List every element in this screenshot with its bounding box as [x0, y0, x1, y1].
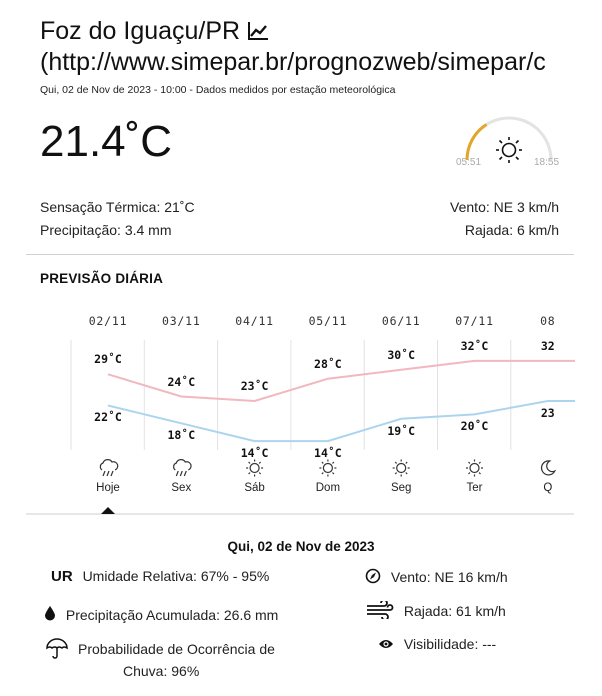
rain-prob-line1: Probabilidade de Ocorrência de: [78, 641, 275, 657]
compass-icon: [365, 568, 381, 584]
min-temp-label: 14˚C: [314, 446, 342, 461]
max-temp-label: 32: [540, 338, 555, 353]
sun-icon: [319, 460, 336, 477]
forecast-date: 04/11: [235, 314, 274, 328]
location-title: [40, 16, 575, 78]
moon-icon: [542, 461, 555, 475]
location-name: Foz do Iguaçu/PR: [40, 17, 241, 45]
max-temp-label: 32˚C: [460, 338, 489, 353]
sun-icon: [246, 460, 263, 477]
umbrella-icon: [45, 638, 69, 660]
rain-cloud-icon: [100, 460, 117, 476]
precip-acc-row: [44, 605, 278, 623]
forecast-day: Q: [543, 482, 553, 494]
current-temperature: 21.4˚C: [40, 117, 173, 166]
rain-cloud-icon: [174, 460, 191, 476]
selected-day-indicator: [26, 505, 574, 517]
humidity-icon: UR: [51, 568, 73, 585]
forecast-day: Sáb: [244, 482, 265, 494]
max-temp-label: 30˚C: [387, 347, 416, 362]
measurement-subtitle: Qui, 02 de Nov de 2023 - 10:00 - Dados medidos por estação meteorológica: [40, 84, 396, 96]
min-temp-label: 23: [540, 406, 555, 420]
max-temp-label: 28˚C: [314, 356, 342, 371]
eye-icon: [378, 638, 394, 650]
detail-wind: Vento: NE 16 km/h: [390, 569, 508, 585]
min-temp-label: 20˚C: [460, 419, 489, 434]
min-temp-label: 19˚C: [387, 423, 416, 438]
section-title: PREVISÃO DIÁRIA: [40, 271, 164, 286]
wind-gust-icon: [366, 601, 394, 619]
sunrise-time: 05:51: [456, 157, 482, 168]
humidity: Umidade Relativa: 67% - 95%: [82, 568, 270, 584]
forecast-day: Dom: [315, 482, 341, 494]
sun-icon: [393, 460, 410, 477]
detail-gust-row: [366, 601, 506, 619]
detail-wind-row: [365, 568, 508, 585]
source-link[interactable]: (http://www.simepar.br/prognozweb/simepar/c: [40, 48, 546, 76]
max-temp-label: 24˚C: [167, 374, 196, 389]
precipitation: Precipitação: 3.4 mm: [40, 222, 172, 238]
forecast-date: 03/11: [161, 314, 201, 328]
forecast-date: 02/11: [88, 314, 128, 328]
wind: Vento: NE 3 km/h: [450, 199, 559, 215]
detail-gust: Rajada: 61 km/h: [403, 603, 506, 619]
sunset-time: 18:55: [534, 157, 560, 168]
forecast-date: 08: [540, 314, 556, 328]
feels-like: Sensação Térmica: 21˚C: [40, 199, 195, 215]
forecast-date: 06/11: [381, 314, 421, 328]
sun-arc-progress: [467, 125, 487, 161]
forecast-day: Seg: [390, 482, 412, 494]
detail-date: Qui, 02 de Nov de 2023: [227, 539, 375, 554]
max-temp-label: 23˚C: [240, 379, 269, 393]
forecast-day: Hoje: [96, 482, 120, 494]
drop-icon: [44, 605, 56, 621]
forecast-date: 07/11: [455, 314, 494, 328]
chart-line-icon[interactable]: [247, 21, 269, 41]
visibility-row: [378, 636, 496, 652]
divider: [26, 254, 574, 255]
min-temp-label: 22˚C: [94, 410, 122, 425]
forecast-date: 05/11: [308, 314, 348, 328]
min-temp-label: 14˚C: [240, 446, 269, 461]
daily-forecast: [0, 300, 575, 515]
forecast-day: Ter: [466, 482, 483, 494]
max-temp-label: 29˚C: [94, 352, 122, 367]
gust: Rajada: 6 km/h: [464, 222, 559, 238]
precip-acc: Precipitação Acumulada: 26.6 mm: [65, 607, 279, 623]
sun-icon: [466, 460, 483, 477]
forecast-day: Sex: [171, 482, 192, 494]
sun-icon: [496, 137, 522, 163]
rain-prob-line2: Chuva: 96%: [123, 663, 200, 679]
visibility: Visibilidade: ---: [403, 636, 497, 652]
humidity-row: [51, 568, 269, 585]
min-temp-label: 18˚C: [167, 428, 196, 443]
